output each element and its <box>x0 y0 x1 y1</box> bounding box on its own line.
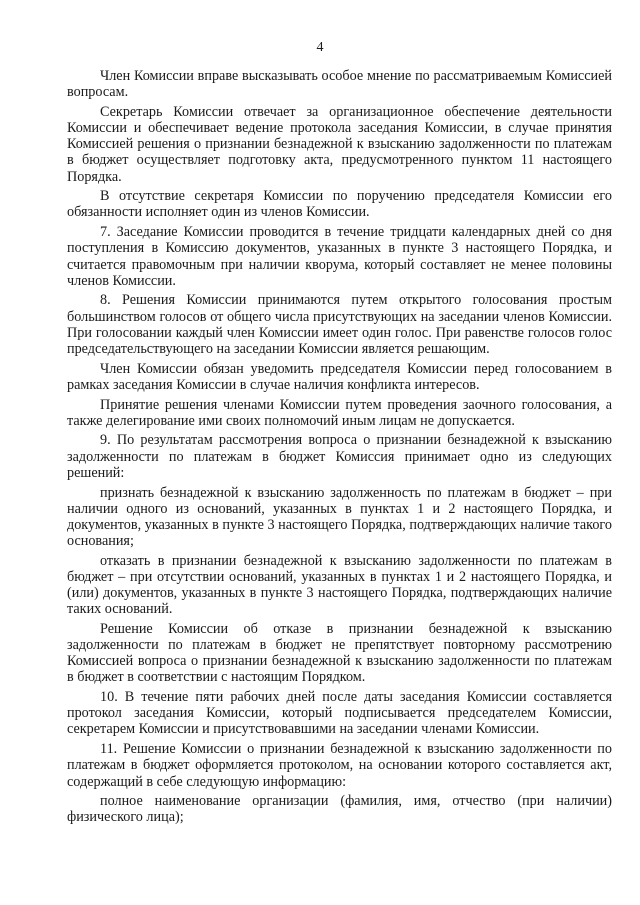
paragraph-secretary-duties: Секретарь Комиссии отвечает за организационное обеспечение деятельности Комиссии и обеспечивает ведение протокола заседания Комиссии, в случае принятия Комиссией решения о признании безнадежной к взысканию задолженности по платежам в бюджет осуществляет подготовку акта, предусмотренного пунктом 11 настоящего Порядка. <box>67 103 612 185</box>
paragraph-item-9: 9. По результатам рассмотрения вопроса о признании безнадежной к взысканию задолженности по платежам в бюджет Комиссия принимает одно из следующих решений: <box>67 432 612 481</box>
paragraph-conflict-of-interest: Член Комиссии обязан уведомить председателя Комиссии перед голосованием в рамках заседания Комиссии в случае наличия конфликта интересов. <box>67 360 612 393</box>
paragraph-organization-name: полное наименование организации (фамилия, имя, отчество (при наличии) физического лица); <box>67 793 612 826</box>
paragraph-secretary-absence: В отсутствие секретаря Комиссии по поручению председателя Комиссии его обязанности исполняет один из членов Комиссии. <box>67 188 612 221</box>
paragraph-item-11: 11. Решение Комиссии о признании безнадежной к взысканию задолженности по платежам в бюджет оформляется протоколом, на основании которого составляется акт, содержащий в себе следующую информацию: <box>67 741 612 790</box>
paragraph-item-10: 10. В течение пяти рабочих дней после даты заседания Комиссии составляется протокол заседания Комиссии, который подписывается председателем Комиссии, секретарем Комиссии и присутствовавшими на заседании членами Комиссии. <box>67 689 612 738</box>
paragraph-item-8: 8. Решения Комиссии принимаются путем открытого голосования простым большинством голосов от общего числа присутствующих на заседании членов Комиссии. При голосовании каждый член Комиссии имеет один голос. При равенстве голосов голос председательствующего на заседании Комиссии является решающим. <box>67 292 612 357</box>
paragraph-member-dissent: Член Комиссии вправе высказывать особое мнение по рассматриваемым Комиссией вопросам. <box>67 68 612 101</box>
paragraph-refusal-effect: Решение Комиссии об отказе в признании безнадежной к взысканию задолженности по платежам в бюджет не препятствует повторному рассмотрению Комиссией вопроса о признании безнадежной к взысканию задолженности по платежам в бюджет в соответствии с настоящим Порядком. <box>67 620 612 686</box>
paragraph-decision-refuse: отказать в признании безнадежной к взысканию задолженности по платежам в бюджет – при отсутствии оснований, указанных в пунктах 1 и 2 настоящего Порядка, и (или) документов, указанных в пункте 3 настоящего Порядка, подтверждающих наличие таких оснований. <box>67 552 612 618</box>
document-body <box>67 68 612 829</box>
paragraph-item-7: 7. Заседание Комиссии проводится в течение тридцати календарных дней со дня поступления в Комиссию документов, указанных в пункте 3 настоящего Порядка, и считается правомочным при наличии кворума, который составляет не менее половины членов Комиссии. <box>67 224 612 289</box>
paragraph-decision-recognize: признать безнадежной к взысканию задолженность по платежам в бюджет – при наличии одного из оснований, указанных в пунктах 1 и 2 настоящего Порядка, и документов, указанных в пункте 3 настоящего Порядка, подтверждающих наличие такого основания; <box>67 484 612 549</box>
paragraph-absentee-voting: Принятие решения членами Комиссии путем проведения заочного голосования, а также делегирование ими своих полномочий иным лицам не допускается. <box>67 396 612 429</box>
page-number: 4 <box>316 40 324 55</box>
